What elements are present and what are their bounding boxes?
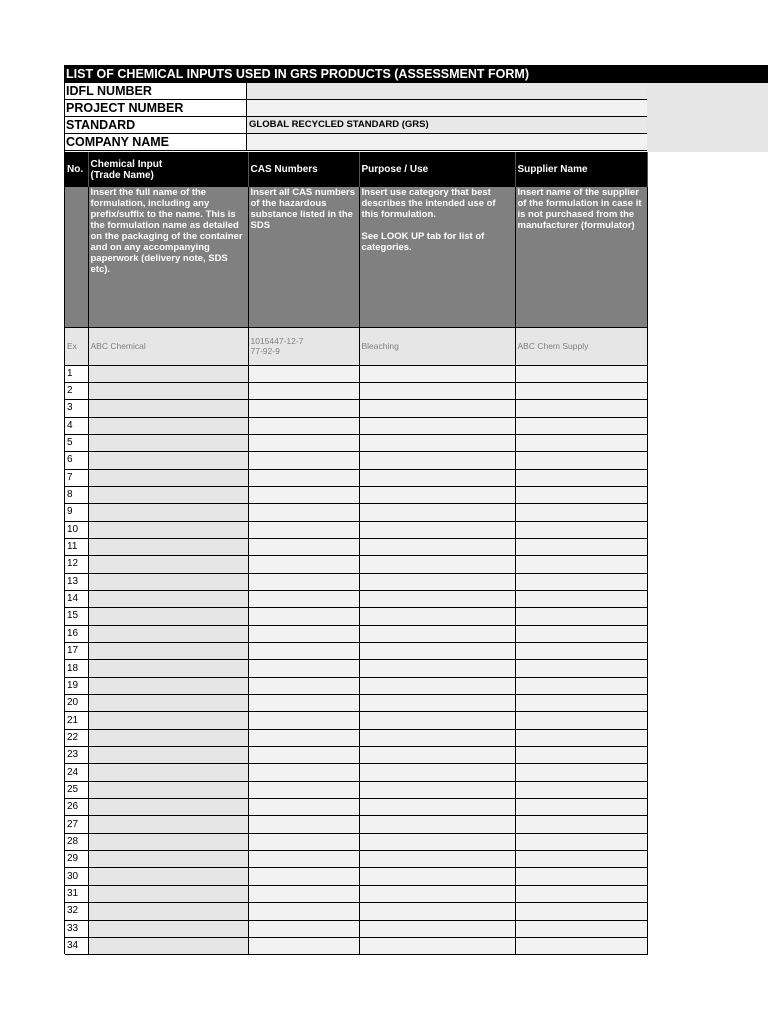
row-number: 1 <box>65 365 88 382</box>
cas-number-cell[interactable] <box>248 799 359 816</box>
supplier-cell[interactable] <box>515 417 647 434</box>
row-number: 19 <box>65 677 88 694</box>
table-row <box>65 486 647 503</box>
chemical-input-cell[interactable] <box>88 643 248 660</box>
table-row <box>65 781 647 798</box>
purpose-cell[interactable] <box>359 643 515 660</box>
table-row <box>65 712 647 729</box>
supplier-cell[interactable] <box>515 677 647 694</box>
example-chemical-input: ABC Chemical <box>88 327 248 365</box>
header-supplier-name[interactable]: Supplier Name <box>515 152 647 187</box>
row-number: 18 <box>65 660 88 677</box>
cas-number-cell[interactable] <box>248 521 359 538</box>
supplier-cell[interactable] <box>515 382 647 399</box>
chemical-input-cell[interactable] <box>88 799 248 816</box>
example-cas: 1015447-12-7 77-92-9 <box>248 327 359 365</box>
table-row <box>65 799 647 816</box>
purpose-cell[interactable] <box>359 382 515 399</box>
cas-number-cell[interactable] <box>248 833 359 850</box>
purpose-cell[interactable] <box>359 764 515 781</box>
row-number: 28 <box>65 833 88 850</box>
cas-number-cell[interactable] <box>248 504 359 521</box>
info-row <box>64 117 647 134</box>
chemical-input-cell[interactable] <box>88 573 248 590</box>
chemical-input-cell[interactable] <box>88 920 248 937</box>
chemical-input-cell[interactable] <box>88 677 248 694</box>
table-row <box>65 625 647 642</box>
chemical-input-cell[interactable] <box>88 590 248 607</box>
row-number: 24 <box>65 764 88 781</box>
side-gray-area <box>647 83 768 152</box>
chemical-input-cell[interactable] <box>88 486 248 503</box>
row-number: 23 <box>65 747 88 764</box>
purpose-cell[interactable] <box>359 469 515 486</box>
purpose-cell[interactable] <box>359 937 515 954</box>
supplier-cell[interactable] <box>515 799 647 816</box>
instructions-row <box>65 187 647 327</box>
table-row <box>65 833 647 850</box>
supplier-cell[interactable] <box>515 851 647 868</box>
purpose-cell[interactable] <box>359 868 515 885</box>
info-value-field[interactable]: GLOBAL RECYCLED STANDARD (GRS) <box>247 117 647 133</box>
table-row <box>65 608 647 625</box>
row-number: 27 <box>65 816 88 833</box>
cas-number-cell[interactable] <box>248 417 359 434</box>
chemical-input-cell[interactable] <box>88 729 248 746</box>
cas-number-cell[interactable] <box>248 573 359 590</box>
chemical-input-cell[interactable] <box>88 625 248 642</box>
info-value-field[interactable] <box>247 83 647 99</box>
chemical-input-cell[interactable] <box>88 556 248 573</box>
cas-number-cell[interactable] <box>248 625 359 642</box>
table-row <box>65 538 647 555</box>
chemical-input-cell[interactable] <box>88 660 248 677</box>
supplier-cell[interactable] <box>515 400 647 417</box>
cas-number-cell[interactable] <box>248 643 359 660</box>
row-number: 4 <box>65 417 88 434</box>
table-row <box>65 937 647 954</box>
row-number: 29 <box>65 851 88 868</box>
supplier-cell[interactable] <box>515 521 647 538</box>
cas-number-cell[interactable] <box>248 677 359 694</box>
cas-number-cell[interactable] <box>248 781 359 798</box>
supplier-cell[interactable] <box>515 556 647 573</box>
chemical-input-cell[interactable] <box>88 816 248 833</box>
row-number: 5 <box>65 434 88 451</box>
purpose-cell[interactable] <box>359 417 515 434</box>
example-row <box>65 327 647 365</box>
supplier-cell[interactable] <box>515 504 647 521</box>
cas-number-cell[interactable] <box>248 382 359 399</box>
chemical-input-cell[interactable] <box>88 452 248 469</box>
cas-number-cell[interactable] <box>248 660 359 677</box>
chemical-input-cell[interactable] <box>88 903 248 920</box>
purpose-cell[interactable] <box>359 434 515 451</box>
table-row <box>65 382 647 399</box>
table-row <box>65 573 647 590</box>
instruction-purpose: Insert use category that best describes the intended use of this formulation. See LOOK UP tab for list of categories. <box>359 187 515 327</box>
instruction-no <box>65 187 88 327</box>
example-purpose: Bleaching <box>359 327 515 365</box>
table-row <box>65 417 647 434</box>
row-number: 10 <box>65 521 88 538</box>
info-row <box>64 100 647 117</box>
purpose-cell[interactable] <box>359 660 515 677</box>
purpose-cell[interactable] <box>359 608 515 625</box>
cas-number-cell[interactable] <box>248 851 359 868</box>
purpose-cell[interactable] <box>359 452 515 469</box>
supplier-cell[interactable] <box>515 625 647 642</box>
cas-number-cell[interactable] <box>248 868 359 885</box>
purpose-cell[interactable] <box>359 573 515 590</box>
purpose-cell[interactable] <box>359 677 515 694</box>
info-row <box>64 134 647 151</box>
row-number: 16 <box>65 625 88 642</box>
chemical-input-cell[interactable] <box>88 885 248 902</box>
row-number: 32 <box>65 903 88 920</box>
supplier-cell[interactable] <box>515 833 647 850</box>
row-number: 12 <box>65 556 88 573</box>
info-value-field[interactable] <box>247 134 647 150</box>
chemical-input-cell[interactable] <box>88 868 248 885</box>
row-number: 13 <box>65 573 88 590</box>
row-number: 26 <box>65 799 88 816</box>
purpose-cell[interactable] <box>359 400 515 417</box>
supplier-cell[interactable] <box>515 538 647 555</box>
cas-number-cell[interactable] <box>248 608 359 625</box>
supplier-cell[interactable] <box>515 643 647 660</box>
header-cas-numbers[interactable]: CAS Numbers <box>248 152 359 187</box>
chemical-input-cell[interactable] <box>88 937 248 954</box>
table-row <box>65 764 647 781</box>
info-label: IDFL NUMBER <box>64 83 247 99</box>
cas-number-cell[interactable] <box>248 937 359 954</box>
supplier-cell[interactable] <box>515 729 647 746</box>
supplier-cell[interactable] <box>515 434 647 451</box>
chemical-input-cell[interactable] <box>88 764 248 781</box>
table-row <box>65 660 647 677</box>
supplier-cell[interactable] <box>515 695 647 712</box>
purpose-cell[interactable] <box>359 504 515 521</box>
supplier-cell[interactable] <box>515 486 647 503</box>
chemical-input-cell[interactable] <box>88 538 248 555</box>
table-row <box>65 452 647 469</box>
chemical-input-cell[interactable] <box>88 521 248 538</box>
info-label: COMPANY NAME <box>64 134 247 150</box>
chemical-input-cell[interactable] <box>88 417 248 434</box>
supplier-cell[interactable] <box>515 365 647 382</box>
cas-number-cell[interactable] <box>248 695 359 712</box>
row-number: 7 <box>65 469 88 486</box>
supplier-cell[interactable] <box>515 660 647 677</box>
table-row <box>65 643 647 660</box>
table-row <box>65 504 647 521</box>
purpose-cell[interactable] <box>359 712 515 729</box>
purpose-cell[interactable] <box>359 816 515 833</box>
supplier-cell[interactable] <box>515 781 647 798</box>
table-row <box>65 556 647 573</box>
chemical-input-cell[interactable] <box>88 781 248 798</box>
supplier-cell[interactable] <box>515 469 647 486</box>
row-number: 25 <box>65 781 88 798</box>
purpose-cell[interactable] <box>359 538 515 555</box>
supplier-cell[interactable] <box>515 747 647 764</box>
table-row <box>65 903 647 920</box>
row-number: 9 <box>65 504 88 521</box>
chemical-inputs-table <box>65 152 648 955</box>
purpose-cell[interactable] <box>359 365 515 382</box>
table-row <box>65 695 647 712</box>
row-number: 30 <box>65 868 88 885</box>
header-no[interactable]: No. <box>65 152 88 187</box>
table-row <box>65 677 647 694</box>
cas-number-cell[interactable] <box>248 469 359 486</box>
instruction-chemical-input: Insert the full name of the formulation, including any prefix/suffix to the name. This is the formulation name as detailed on the packaging of the container and on any accompanying paperwork (delivery note, SDS etc). <box>88 187 248 327</box>
purpose-cell[interactable] <box>359 521 515 538</box>
chemical-input-cell[interactable] <box>88 469 248 486</box>
cas-number-cell[interactable] <box>248 486 359 503</box>
table-header-row <box>65 152 647 187</box>
chemical-input-cell[interactable] <box>88 434 248 451</box>
cas-number-cell[interactable] <box>248 365 359 382</box>
row-number: 11 <box>65 538 88 555</box>
purpose-cell[interactable] <box>359 747 515 764</box>
info-row <box>64 83 647 100</box>
table-row <box>65 851 647 868</box>
purpose-cell[interactable] <box>359 903 515 920</box>
chemical-input-cell[interactable] <box>88 747 248 764</box>
supplier-cell[interactable] <box>515 937 647 954</box>
row-number: 20 <box>65 695 88 712</box>
header-chemical-input[interactable]: Chemical Input (Trade Name) <box>88 152 248 187</box>
table-row <box>65 747 647 764</box>
cas-number-cell[interactable] <box>248 556 359 573</box>
chemical-input-cell[interactable] <box>88 382 248 399</box>
purpose-cell[interactable] <box>359 833 515 850</box>
supplier-cell[interactable] <box>515 816 647 833</box>
cas-number-cell[interactable] <box>248 452 359 469</box>
table-row <box>65 920 647 937</box>
row-number: 15 <box>65 608 88 625</box>
table-row <box>65 469 647 486</box>
supplier-cell[interactable] <box>515 590 647 607</box>
instruction-supplier: Insert name of the supplier of the formulation in case it is not purchased from the manufacturer (formulator) <box>515 187 647 327</box>
chemical-input-cell[interactable] <box>88 608 248 625</box>
purpose-cell[interactable] <box>359 920 515 937</box>
row-number: 31 <box>65 885 88 902</box>
cas-number-cell[interactable] <box>248 903 359 920</box>
chemical-input-cell[interactable] <box>88 504 248 521</box>
table-row <box>65 868 647 885</box>
purpose-cell[interactable] <box>359 781 515 798</box>
row-number: 17 <box>65 643 88 660</box>
row-number: 3 <box>65 400 88 417</box>
row-number: 21 <box>65 712 88 729</box>
purpose-cell[interactable] <box>359 851 515 868</box>
row-number: 6 <box>65 452 88 469</box>
form-title: LIST OF CHEMICAL INPUTS USED IN GRS PRODUCTS (ASSESSMENT FORM) <box>64 65 768 83</box>
example-no: Ex <box>65 327 88 365</box>
chemical-input-cell[interactable] <box>88 400 248 417</box>
table-row <box>65 365 647 382</box>
cas-number-cell[interactable] <box>248 538 359 555</box>
supplier-cell[interactable] <box>515 764 647 781</box>
table-row <box>65 521 647 538</box>
supplier-cell[interactable] <box>515 920 647 937</box>
purpose-cell[interactable] <box>359 486 515 503</box>
supplier-cell[interactable] <box>515 573 647 590</box>
cas-number-cell[interactable] <box>248 729 359 746</box>
chemical-input-cell[interactable] <box>88 833 248 850</box>
purpose-cell[interactable] <box>359 695 515 712</box>
row-number: 22 <box>65 729 88 746</box>
table-row <box>65 816 647 833</box>
instruction-cas: Insert all CAS numbers of the hazardous substance listed in the SDS <box>248 187 359 327</box>
table-row <box>65 885 647 902</box>
supplier-cell[interactable] <box>515 903 647 920</box>
chemical-input-cell[interactable] <box>88 851 248 868</box>
purpose-cell[interactable] <box>359 556 515 573</box>
cas-number-cell[interactable] <box>248 764 359 781</box>
example-supplier: ABC Chem Supply <box>515 327 647 365</box>
chemical-input-cell[interactable] <box>88 365 248 382</box>
supplier-cell[interactable] <box>515 452 647 469</box>
row-number: 33 <box>65 920 88 937</box>
cas-number-cell[interactable] <box>248 434 359 451</box>
purpose-cell[interactable] <box>359 625 515 642</box>
supplier-cell[interactable] <box>515 885 647 902</box>
supplier-cell[interactable] <box>515 608 647 625</box>
purpose-cell[interactable] <box>359 729 515 746</box>
row-number: 8 <box>65 486 88 503</box>
table-row <box>65 400 647 417</box>
table-row <box>65 590 647 607</box>
chemical-input-cell[interactable] <box>88 695 248 712</box>
info-value-field[interactable] <box>247 100 647 116</box>
row-number: 14 <box>65 590 88 607</box>
purpose-cell[interactable] <box>359 885 515 902</box>
supplier-cell[interactable] <box>515 868 647 885</box>
cas-number-cell[interactable] <box>248 885 359 902</box>
cas-number-cell[interactable] <box>248 400 359 417</box>
supplier-cell[interactable] <box>515 712 647 729</box>
cas-number-cell[interactable] <box>248 920 359 937</box>
chemical-input-cell[interactable] <box>88 712 248 729</box>
row-number: 34 <box>65 937 88 954</box>
info-label: PROJECT NUMBER <box>64 100 247 116</box>
table-row <box>65 729 647 746</box>
cas-number-cell[interactable] <box>248 590 359 607</box>
header-purpose-use[interactable]: Purpose / Use <box>359 152 515 187</box>
row-number: 2 <box>65 382 88 399</box>
purpose-cell[interactable] <box>359 590 515 607</box>
cas-number-cell[interactable] <box>248 816 359 833</box>
cas-number-cell[interactable] <box>248 747 359 764</box>
info-label: STANDARD <box>64 117 247 133</box>
purpose-cell[interactable] <box>359 799 515 816</box>
table-row <box>65 434 647 451</box>
cas-number-cell[interactable] <box>248 712 359 729</box>
